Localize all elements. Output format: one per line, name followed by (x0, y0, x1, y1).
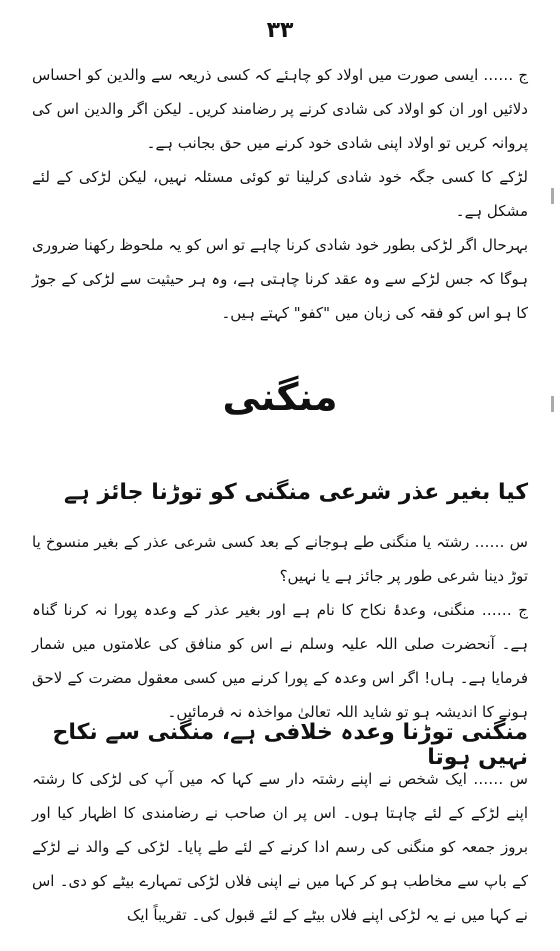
question-block-2 (32, 762, 528, 932)
margin-mark (551, 188, 554, 204)
section-title: منگنی (222, 375, 338, 419)
margin-mark (551, 396, 554, 412)
intro-block (32, 58, 528, 330)
conclusion-paragraph: بہرحال اگر لڑکی بطور خود شادی کرنا چاہے تو اس کو یہ ملحوظ رکھنا ضروری ہوگا کہ جس لڑکے سے وہ عقد کرنا چاہتی ہے، وہ ہر حیثیت سے لڑکی کے جوڑ کا ہو اس کو فقہ کی زبان میں "کفو" کہتے ہیں۔ (32, 236, 528, 322)
question-block-1 (32, 525, 528, 729)
answer-paragraph: ج …… منگنی، وعدۂ نکاح کا نام ہے اور بغیر عذر کے وعدہ پورا نہ کرنا گناہ ہے۔ آنحضرت صلی اللہ علیہ وسلم نے اس کو منافق کی علامتوں میں شمار فرمایا ہے۔ ہاں! اگر اس وعدہ کے پورا کرنے میں کسی معقول مضرت کے لاحق ہونے کا اندیشہ ہو تو شاید اللہ تعالیٰ مواخذہ نہ فرمائیں۔ (32, 601, 528, 721)
page-number: ۳۳ (266, 18, 294, 43)
question-paragraph: س …… رشتہ یا منگنی طے ہوجانے کے بعد کسی شرعی عذر کے بغیر منسوخ یا توڑ دینا شرعی طور پر جائز ہے یا نہیں؟ (32, 533, 528, 585)
question-paragraph: س …… ایک شخص نے اپنے رشتہ دار سے کہا کہ میں آپ کی لڑکی کا رشتہ اپنے لڑکے کے لئے چاہتا ہوں۔ اس پر ان صاحب نے رضامندی کا اظہار کیا اور بروز جمعہ کو منگنی کی رسم ادا کرنے کے لئے طے پایا۔ لڑکی کے والد نے لڑکے کے باپ سے مخاطب ہو کر کہا میں نے اپنی فلاں لڑکی تمہارے بیٹے کو دی۔ اس نے کہا میں نے یہ لڑکی اپنے فلاں بیٹے کے لئے قبول کی۔ تقریباً ایک (32, 770, 528, 924)
note-paragraph: لڑکے کا کسی جگہ خود شادی کرلینا تو کوئی مسئلہ نہیں، لیکن لڑکی کے لئے مشکل ہے۔ (32, 168, 528, 220)
answer-paragraph: ج …… ایسی صورت میں اولاد کو چاہئے کہ کسی ذریعہ سے والدین کو احساس دلائیں اور ان کو اولاد کی شادی کرنے پر رضامند کریں۔ لیکن اگر والدین اس کی پروانہ کریں تو اولاد اپنی شادی خود کرنے میں حق بجانب ہے۔ (32, 66, 528, 152)
question-heading-1: کیا بغیر عذر شرعی منگنی کو توڑنا جائز ہے (64, 480, 528, 505)
question-heading-2: منگنی توڑنا وعدہ خلافی ہے، منگنی سے نکاح نہیں ہوتا (52, 720, 528, 770)
